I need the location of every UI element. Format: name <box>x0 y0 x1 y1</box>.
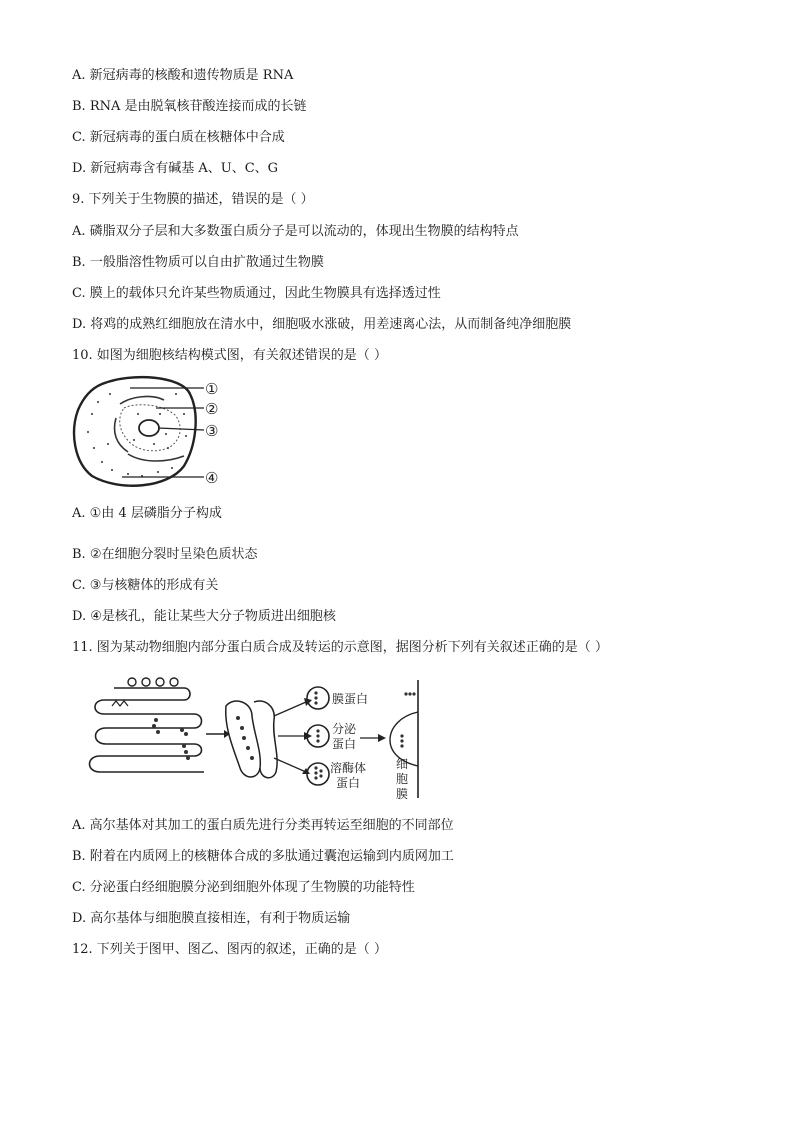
nucleus-structure-figure <box>72 374 232 494</box>
q11-option-c: C. 分泌蛋白经细胞膜分泌到细胞外体现了生物膜的功能特性 <box>72 880 415 895</box>
nucleus-label-4: ④ <box>205 469 219 487</box>
q12-stem: 12. 下列关于图甲、图乙、图丙的叙述，正确的是（ ） <box>72 942 387 957</box>
q8-option-c: C. 新冠病毒的蛋白质在核糖体中合成 <box>72 130 285 145</box>
label-membrane-protein: 膜蛋白 <box>332 692 369 706</box>
label-cell-membrane-3: 膜 <box>396 787 409 801</box>
label-lysosome-2: 蛋白 <box>336 776 361 790</box>
q9-option-a: A. 磷脂双分子层和大多数蛋白质分子是可以流动的，体现出生物膜的结构特点 <box>72 224 519 239</box>
nucleus-label-1: ① <box>205 380 219 398</box>
nucleus-label-3: ③ <box>205 422 219 440</box>
label-secretory-1: 分泌 <box>332 722 357 736</box>
q10-option-a: A. ①由 4 层磷脂分子构成 <box>72 506 222 521</box>
q8-option-d: D. 新冠病毒含有碱基 A、U、C、G <box>72 161 279 176</box>
q10-stem: 10. 如图为细胞核结构模式图，有关叙述错误的是（ ） <box>72 348 387 363</box>
label-secretory-2: 蛋白 <box>332 737 357 751</box>
q11-option-b: B. 附着在内质网上的核糖体合成的多肽通过囊泡运输到内质网加工 <box>72 849 454 864</box>
label-cell-membrane-2: 胞 <box>396 772 409 786</box>
q8-option-b: B. RNA 是由脱氧核苷酸连接而成的长链 <box>72 99 307 114</box>
q9-option-d: D. 将鸡的成熟红细胞放在清水中，细胞吸水涨破，用差速离心法，从而制备纯净细胞膜 <box>72 317 572 332</box>
label-lysosome-1: 溶酶体 <box>330 761 367 775</box>
q11-stem: 11. 图为某动物细胞内部分蛋白质合成及转运的示意图，据图分析下列有关叙述正确的是（ ） <box>72 640 608 655</box>
q11-option-d: D. 高尔基体与细胞膜直接相连，有利于物质运输 <box>72 911 351 926</box>
q9-option-c: C. 膜上的载体只允许某些物质通过，因此生物膜具有选择透过性 <box>72 286 441 301</box>
q9-stem: 9. 下列关于生物膜的描述，错误的是（ ） <box>72 192 314 207</box>
nucleus-label-2: ② <box>205 400 219 418</box>
q10-option-d: D. ④是核孔，能让某些大分子物质进出细胞核 <box>72 609 336 624</box>
q11-option-a: A. 高尔基体对其加工的蛋白质先进行分类再转运至细胞的不同部位 <box>72 818 454 833</box>
q10-option-c: C. ③与核糖体的形成有关 <box>72 578 219 593</box>
q9-option-b: B. 一般脂溶性物质可以自由扩散通过生物膜 <box>72 255 324 270</box>
protein-transport-figure <box>84 672 426 806</box>
label-cell-membrane-1: 细 <box>396 757 409 771</box>
q10-option-b: B. ②在细胞分裂时呈染色质状态 <box>72 547 258 562</box>
q8-option-a: A. 新冠病毒的核酸和遗传物质是 RNA <box>72 68 294 83</box>
